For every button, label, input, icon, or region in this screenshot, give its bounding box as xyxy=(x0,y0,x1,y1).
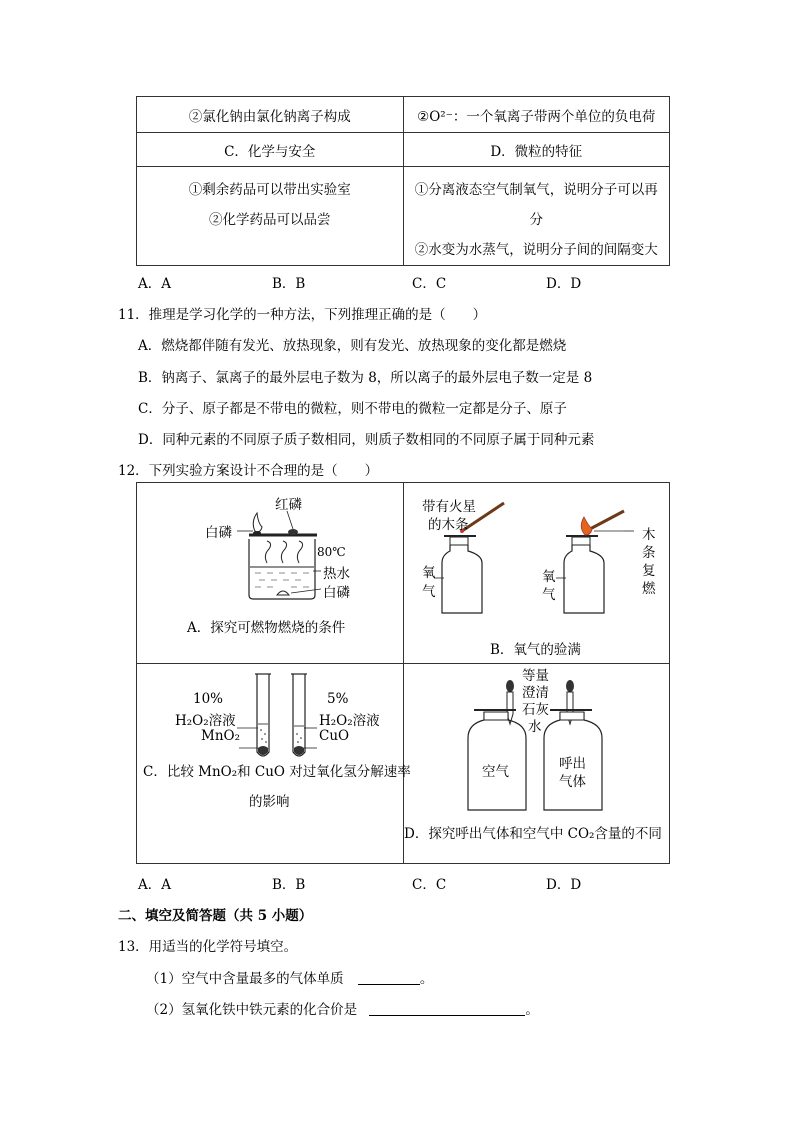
q11-option-d[interactable]: D．同种元素的不同原子质子数相同，则质子数相同的不同原子属于同种元素 xyxy=(138,432,595,448)
label-bottle-exhaled-1: 呼出 xyxy=(559,756,586,772)
label-oxygen-2b: 气 xyxy=(542,587,556,603)
q13-part2-blank[interactable] xyxy=(369,1002,525,1016)
caption-c-line1: C．比较 MnO₂和 CuO 对过氧化氢分解速率 xyxy=(143,764,411,780)
label-right-solution: H₂O₂溶液 xyxy=(319,713,380,729)
cell-r3c2 xyxy=(403,167,670,266)
q12-option-d[interactable]: D．D xyxy=(546,877,582,893)
q13-part2-end: 。 xyxy=(525,1002,539,1018)
caption-a: A．探究可燃物燃烧的条件 xyxy=(187,620,346,636)
r3c1-line-a: ①剩余药品可以带出实验室 xyxy=(188,182,351,198)
section-heading: 二、填空及简答题（共 5 小题） xyxy=(118,908,313,924)
caption-d: D．探究呼出气体和空气中 CO₂含量的不同 xyxy=(404,826,662,842)
q12-cell-c xyxy=(137,664,411,864)
label-white-phosphorus-top: 白磷 xyxy=(205,525,232,541)
q13-stem: 13．用适当的化学符号填空。 xyxy=(118,939,298,955)
label-temperature: 80℃ xyxy=(317,545,346,559)
q12-option-c[interactable]: C．C xyxy=(412,877,447,893)
q12-option-b[interactable]: B．B xyxy=(272,877,306,893)
label-oxygen-2a: 氧 xyxy=(542,569,556,585)
q11-stem: 11．推理是学习化学的一种方法，下列推理正确的是（ ） xyxy=(118,307,487,323)
cell-r3c1 xyxy=(137,167,404,266)
label-oxygen-1a: 氧 xyxy=(422,565,436,581)
q12-cell-a xyxy=(137,483,403,663)
label-left-catalyst: MnO₂ xyxy=(201,728,240,744)
label-bottle-air: 空气 xyxy=(482,764,509,780)
label-limewater-1: 等量 xyxy=(522,668,549,684)
label-limewater-4: 水 xyxy=(528,719,542,735)
caption-b: B．氧气的验满 xyxy=(490,642,581,658)
label-glowing-stick-2: 的木条 xyxy=(428,517,469,533)
q10-table xyxy=(136,96,670,266)
r3c1-line-b: ②化学药品可以品尝 xyxy=(209,212,331,228)
r3c2-line-a: ①分离液态空气制氧气，说明分子可以再 xyxy=(414,182,658,198)
caption-c-line2: 的影响 xyxy=(249,794,290,810)
label-right-catalyst: CuO xyxy=(319,728,350,744)
cell-r1c1: ②氯化钠由氯化钠离子构成 xyxy=(137,97,404,133)
q12-option-a[interactable]: A．A xyxy=(138,877,171,893)
q12-cell-d xyxy=(404,664,670,864)
q10-option-d[interactable]: D．D xyxy=(546,276,582,292)
q10-option-b[interactable]: B．B xyxy=(272,276,306,292)
q12-figure-grid xyxy=(136,482,670,864)
q13-part2-text: （2）氢氧化铁中铁元素的化合价是 xyxy=(146,1002,358,1018)
burning-experiment-diagram xyxy=(137,483,403,663)
cell-r1c2: ②O²⁻：一个氧离子带两个单位的负电荷 xyxy=(403,97,670,133)
label-relit-4: 燃 xyxy=(642,581,656,597)
q13-part2 xyxy=(146,998,539,1018)
label-limewater-2: 澄清 xyxy=(522,685,549,701)
q13-part1-end: 。 xyxy=(419,971,434,987)
q11-option-c[interactable]: C．分子、原子都是不带电的微粒，则不带电的微粒一定都是分子、原子 xyxy=(138,401,567,417)
q11-option-b[interactable]: B．钠离子、氯离子的最外层电子数为 8，所以离子的最外层电子数一定是 8 xyxy=(138,370,593,386)
label-white-phosphorus-water: 白磷 xyxy=(323,585,350,601)
label-limewater-3: 石灰 xyxy=(522,702,549,718)
label-relit-3: 复 xyxy=(642,563,656,579)
q12-stem: 12．下列实验方案设计不合理的是（ ） xyxy=(118,463,379,479)
label-oxygen-1b: 气 xyxy=(422,584,436,600)
q13-part1 xyxy=(146,967,433,987)
q10-option-a[interactable]: A．A xyxy=(138,276,171,292)
q13-part1-text: （1）空气中含量最多的气体单质 xyxy=(146,971,344,987)
label-red-phosphorus: 红磷 xyxy=(275,497,302,513)
label-left-solution: H₂O₂溶液 xyxy=(175,713,236,729)
label-glowing-stick-1: 带有火星 xyxy=(422,499,476,515)
label-bottle-exhaled-2: 气体 xyxy=(559,774,586,790)
q11-option-a[interactable]: A．燃烧都伴随有发光、放热现象，则有发光、放热现象的变化都是燃烧 xyxy=(138,338,567,354)
cell-r2c1: C．化学与安全 xyxy=(137,133,404,167)
label-relit-1: 木 xyxy=(642,527,656,543)
q10-option-c[interactable]: C．C xyxy=(412,276,447,292)
q12-cell-b xyxy=(404,483,670,663)
label-right-concentration: 5% xyxy=(327,691,349,707)
cell-r2c2: D．微粒的特征 xyxy=(403,133,670,167)
label-left-concentration: 10% xyxy=(193,691,224,707)
r3c2-line-b: ②水变为水蒸气，说明分子间的间隔变大 xyxy=(414,242,658,258)
q13-part1-blank[interactable] xyxy=(358,971,420,985)
r3c2-line-a2: 分 xyxy=(529,212,543,228)
label-hot-water: 热水 xyxy=(323,566,350,582)
label-relit-2: 条 xyxy=(642,545,656,561)
